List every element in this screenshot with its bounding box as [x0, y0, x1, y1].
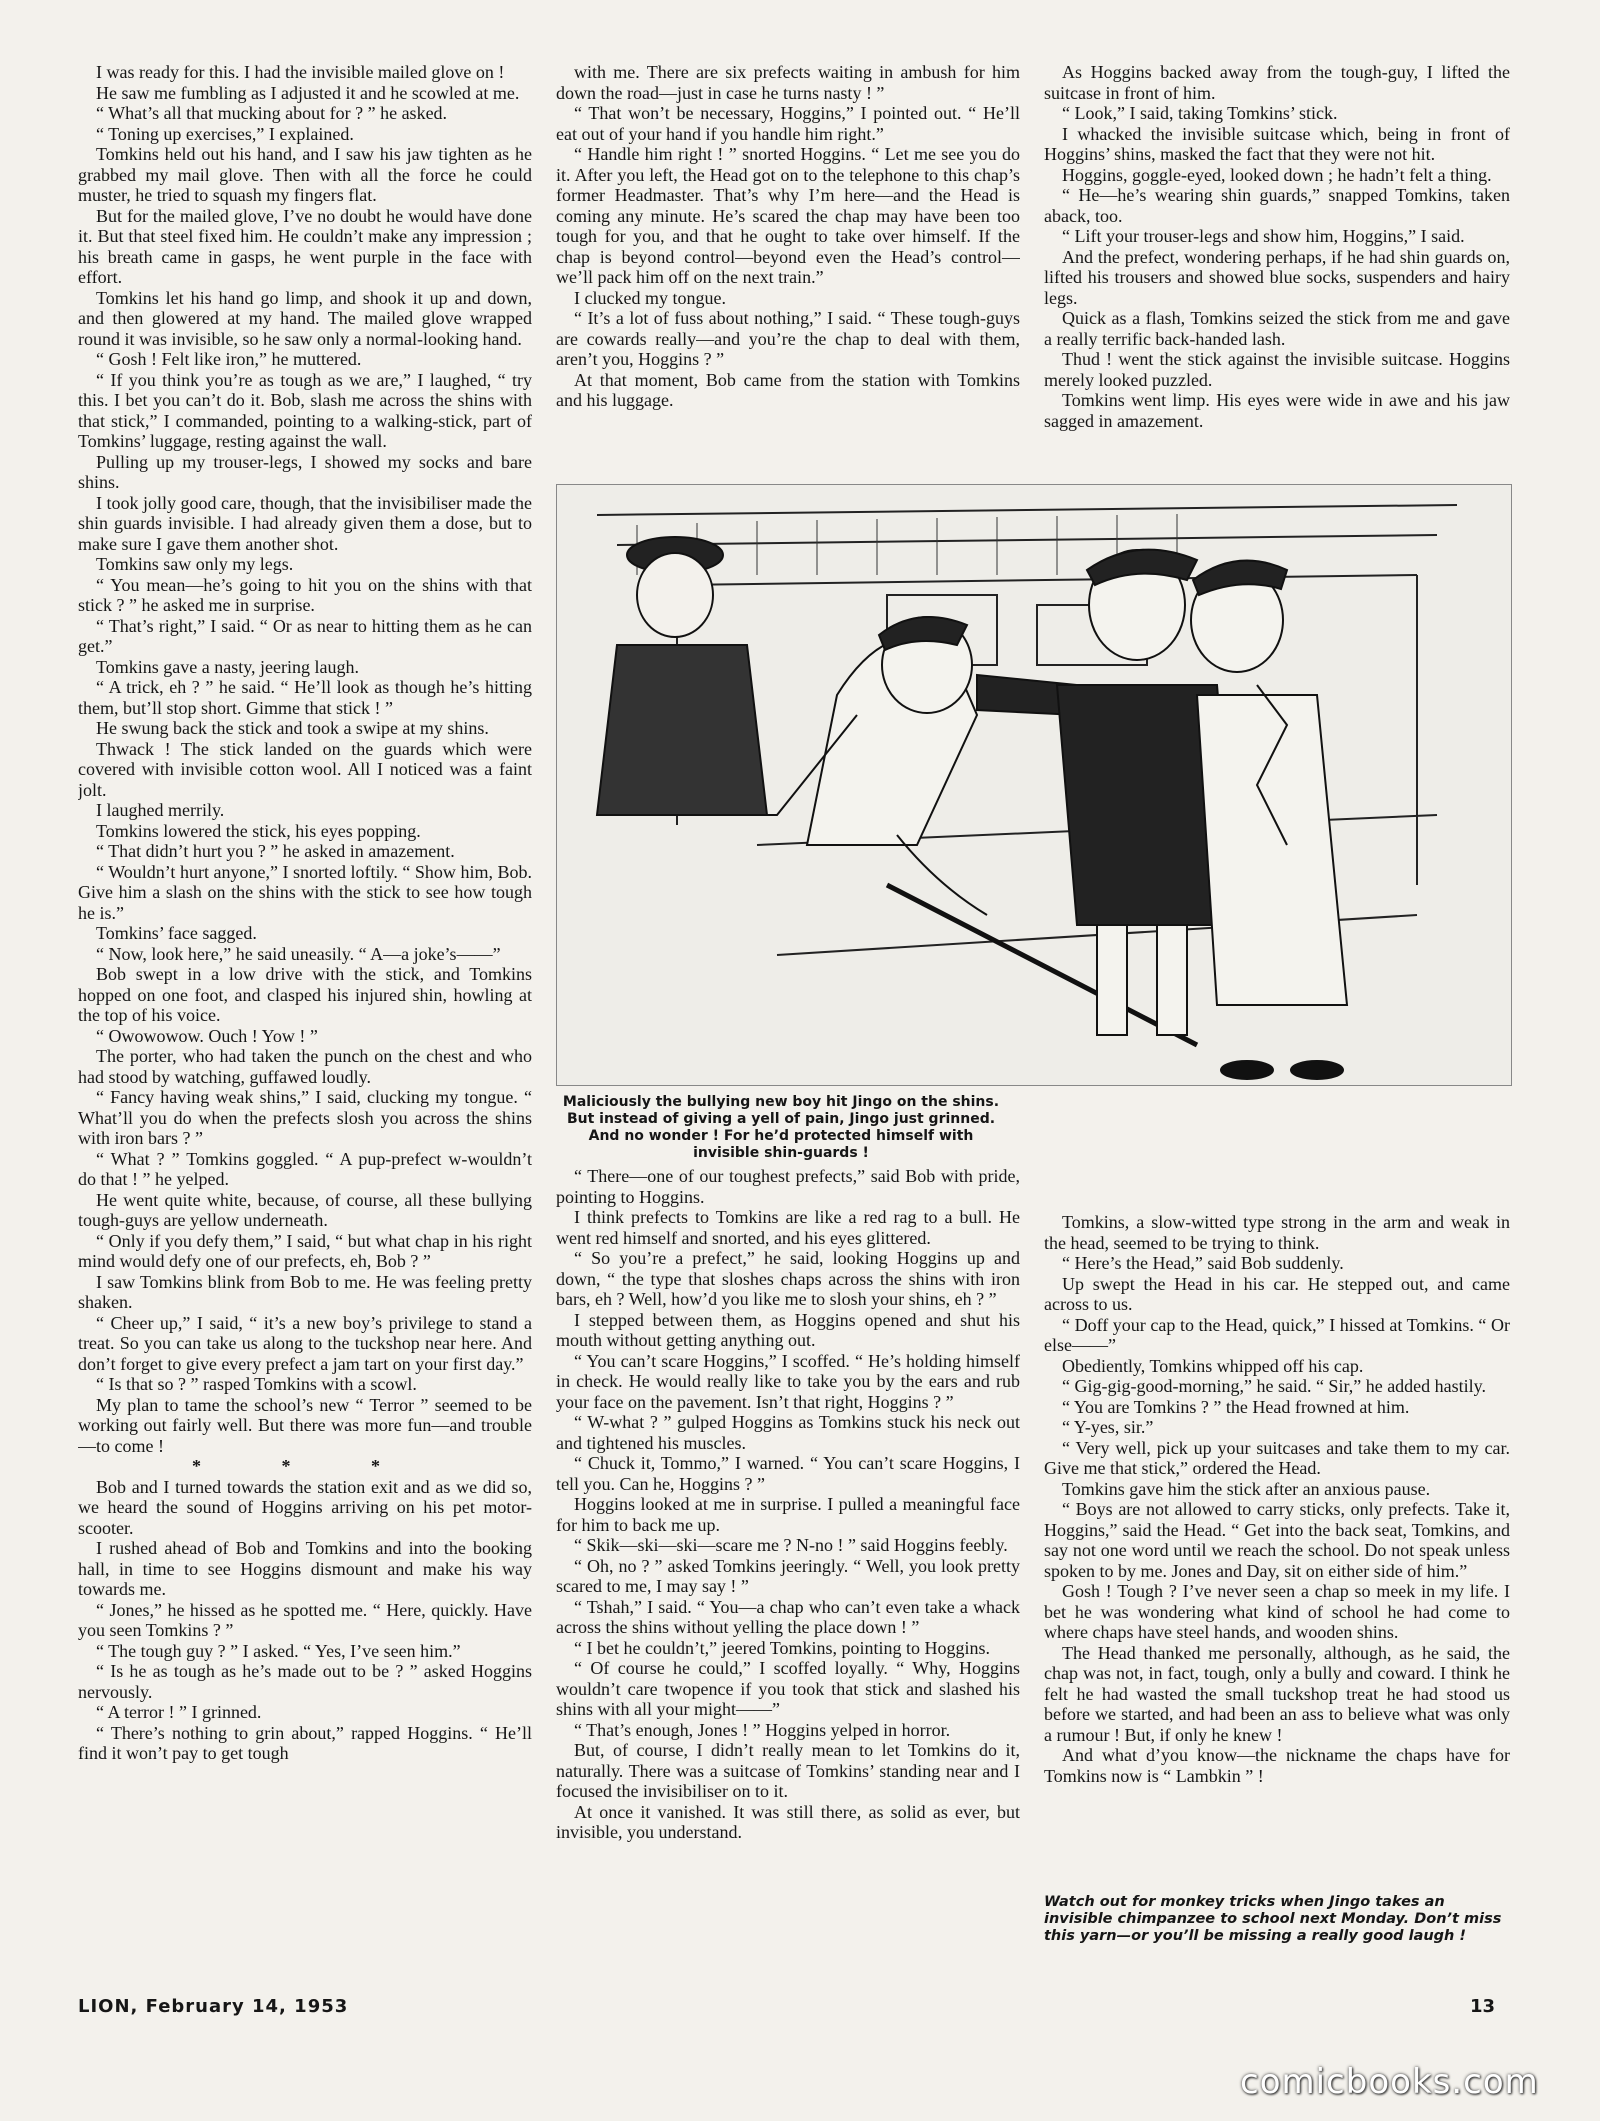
story-paragraph: “ There—one of our toughest prefects,” said Bob with pride, pointing to Hoggins.	[556, 1166, 1020, 1207]
story-paragraph: Tomkins, a slow-witted type strong in the arm and weak in the head, seemed to be trying to think.	[1044, 1212, 1510, 1253]
story-paragraph: Bob swept in a low drive with the stick, and Tomkins hopped on one foot, and clasped his injured shin, howling at the top of his voice.	[78, 964, 532, 1025]
story-paragraph: Thud ! went the stick against the invisible suitcase. Hoggins merely looked puzzled.	[1044, 349, 1510, 390]
story-paragraph: “ Y-yes, sir.”	[1062, 1417, 1154, 1437]
story-paragraph: with me. There are six prefects waiting in ambush for him down the road—just in case he turns nasty ! ”	[556, 62, 1020, 103]
story-paragraph: “ A trick, eh ? ” he said. “ He’ll look as though he’s hitting them, but’ll stop short. Gimme that stick ! ”	[78, 677, 532, 718]
story-paragraph: He saw me fumbling as I adjusted it and he scowled at me.	[96, 82, 520, 103]
story-paragraph: “ Look,” I said, taking Tomkins’ stick.	[1062, 103, 1338, 123]
story-paragraph: But for the mailed glove, I’ve no doubt he would have done it. But that steel fixed him. He couldn’t make any impression ; his breath came in gasps, he went purple in the face with effort.	[78, 205, 532, 287]
story-paragraph: “ You mean—he’s going to hit you on the shins with that stick ? ” he asked me in surprise.	[78, 574, 532, 615]
story-paragraph: “ That’s right,” I said. “ Or as near to hitting them as he can get.”	[78, 615, 532, 656]
story-paragraph: Tomkins held out his hand, and I saw his jaw tighten as he grabbed my mail glove. Then with all the force he could muster, he tried to squash my fingers flat.	[78, 144, 532, 205]
story-paragraph: Hoggins looked at me in surprise. I pulled a meaningful face for him to back me up.	[556, 1494, 1020, 1535]
story-paragraph: Tomkins saw only my legs.	[96, 554, 294, 574]
story-paragraph: Thwack ! The stick landed on the guards which were covered with invisible cotton wool. All I noticed was a faint jolt.	[78, 738, 532, 800]
story-paragraph: The Head thanked me personally, although, as he said, the chap was not, in fact, tough, only a bully and coward. I think he felt he had wasted the small tuckshop treat he had stood us before we started, and had been an ass to believe what was only a rumour ! But, if only he knew !	[1044, 1642, 1510, 1745]
story-paragraph: I rushed ahead of Bob and Tomkins and into the booking hall, in time to see Hoggins dismount and make his way towards me.	[78, 1538, 532, 1599]
story-paragraph: “ Is that so ? ” rasped Tomkins with a scowl.	[96, 1374, 417, 1394]
story-paragraph: “ Of course he could,” I scoffed loyally. “ Why, Hoggins wouldn’t care twopence if you took that stick and slashed his shins with all your might——”	[556, 1658, 1020, 1719]
story-paragraph: And the prefect, wondering perhaps, if he had shin guards on, lifted his trousers and showed blue socks, suspenders and hairy legs.	[1044, 246, 1510, 308]
story-paragraph: “ Oh, no ? ” asked Tomkins jeeringly. “ Well, you look pretty scared to me, I may say ! ”	[556, 1555, 1020, 1596]
story-paragraph: “ Skik—ski—ski—scare me ? N-no ! ” said Hoggins feebly.	[574, 1535, 1008, 1555]
story-paragraph: “ Cheer up,” I said, “ it’s a new boy’s privilege to stand a treat. So you can take us along to the tuckshop near here. And don’t forget to give every prefect a jam tart on your first day.”	[78, 1312, 532, 1374]
story-illustration	[556, 484, 1512, 1086]
story-paragraph: And what d’you know—the nickname the chaps have for Tomkins now is “ Lambkin ” !	[1044, 1745, 1510, 1786]
story-paragraph: Tomkins let his hand go limp, and shook it up and down, and then glowered at my hand. The mailed glove wrapped round it was invisible, so he saw only a normal-looking hand.	[78, 287, 532, 349]
story-paragraph: “ Fancy having weak shins,” I said, clucking my tongue. “ What’ll you do when the prefects slosh you across the shins with iron bars ? ”	[78, 1087, 532, 1148]
story-paragraph: “ You are Tomkins ? ” the Head frowned at him.	[1062, 1396, 1410, 1417]
story-paragraph: Tomkins gave him the stick after an anxious pause.	[1062, 1478, 1431, 1499]
story-paragraph: Gosh ! Tough ? I’ve never seen a chap so meek in my life. I bet he was wondering what kind of school he had come to where chaps have steel hands, and wooden shins.	[1044, 1581, 1510, 1642]
story-paragraph: “ Doff your cap to the Head, quick,” I hissed at Tomkins. “ Or else——”	[1044, 1314, 1510, 1355]
story-paragraph: “ That won’t be necessary, Hoggins,” I pointed out. “ He’ll eat out of your hand if you handle him right.”	[556, 103, 1020, 144]
story-paragraph: At once it vanished. It was still there, as solid as ever, but invisible, you understand.	[556, 1801, 1020, 1842]
story-paragraph: I stepped between them, as Hoggins opened and shut his mouth without getting anything out.	[556, 1309, 1020, 1350]
story-paragraph: The porter, who had taken the punch on the chest and who had stood by watching, guffawed loudly.	[78, 1046, 532, 1087]
illustration-caption: Maliciously the bullying new boy hit Jingo on the shins. But instead of giving a yell of pain, Jingo just grinned. And no wonder ! For he’d protected himself with invisible shin-guards !	[562, 1094, 1000, 1161]
story-paragraph: “ A terror ! ” I grinned.	[96, 1702, 262, 1722]
story-paragraph: “ That’s enough, Jones ! ” Hoggins yelped in horror.	[574, 1719, 951, 1740]
story-paragraph: “ What’s all that mucking about for ? ” he asked.	[96, 103, 448, 123]
story-paragraph: “ Is he as tough as he’s made out to be ? ” asked Hoggins nervously.	[78, 1661, 532, 1702]
story-paragraph: I laughed merrily.	[96, 800, 225, 820]
story-paragraph: But, of course, I didn’t really mean to let Tomkins do it, naturally. There was a suitcase of Tomkins’ standing near and I focused the invisibiliser on to it.	[556, 1740, 1020, 1801]
site-watermark: comicbooks.com	[1240, 2062, 1539, 2102]
story-paragraph: “ Gig-gig-good-morning,” he said. “ Sir,” he added hastily.	[1062, 1376, 1487, 1396]
story-paragraph: “ That didn’t hurt you ? ” he asked in amazement.	[96, 841, 455, 861]
story-paragraph: “ Lift your trouser-legs and show him, Hoggins,” I said.	[1062, 226, 1465, 246]
story-column-3-bottom	[1044, 1212, 1510, 1942]
story-paragraph: I was ready for this. I had the invisible mailed glove on !	[96, 62, 505, 82]
story-paragraph: I whacked the invisible suitcase which, being in front of Hoggins’ shins, masked the fact that they were not hit.	[1044, 123, 1510, 164]
story-paragraph: Tomkins went limp. His eyes were wide in awe and his jaw sagged in amazement.	[1044, 390, 1510, 431]
story-paragraph: Tomkins gave a nasty, jeering laugh.	[96, 656, 360, 677]
story-paragraph: “ Tshah,” I said. “ You—a chap who can’t even take a whack across the shins without yelling the place down ! ”	[556, 1596, 1020, 1637]
story-paragraph: At that moment, Bob came from the station with Tomkins and his luggage.	[556, 369, 1020, 410]
story-paragraph: “ Jones,” he hissed as he spotted me. “ Here, quickly. Have you seen Tomkins ? ”	[78, 1599, 532, 1640]
story-column-1	[78, 62, 532, 1942]
story-paragraph: “ So you’re a prefect,” he said, looking Hoggins up and down, “ the type that sloshes chaps across the shins with iron bars, eh ? Well, how’d you like me to slosh your shins, eh ? ”	[556, 1248, 1020, 1309]
story-paragraph: Obediently, Tomkins whipped off his cap.	[1062, 1355, 1364, 1376]
story-paragraph: I clucked my tongue.	[574, 287, 726, 308]
story-paragraph: “ Here’s the Head,” said Bob suddenly.	[1062, 1253, 1344, 1273]
story-paragraph: Up swept the Head in his car. He stepped out, and came across to us.	[1044, 1273, 1510, 1314]
story-paragraph: Quick as a flash, Tomkins seized the stick from me and gave a really terrific back-handed lash.	[1044, 308, 1510, 349]
story-paragraph: I took jolly good care, though, that the invisibiliser made the shin guards invisible. I had already given them a dose, but to make sure I gave them another shot.	[78, 492, 532, 554]
story-column-3-top	[1044, 62, 1510, 482]
story-paragraph: “ He—he’s wearing shin guards,” snapped Tomkins, taken aback, too.	[1044, 185, 1510, 226]
story-paragraph: He swung back the stick and took a swipe at my shins.	[96, 718, 489, 738]
story-paragraph: “ Only if you defy them,” I said, “ but what chap in his right mind would defy one of our prefects, eh, Bob ? ”	[78, 1230, 532, 1271]
illustration-drawing	[557, 485, 1511, 1085]
story-paragraph: “ Chuck it, Tommo,” I warned. “ You can’t scare Hoggins, I tell you. Can he, Hoggins ? ”	[556, 1453, 1020, 1494]
page-number: 13	[1470, 1996, 1496, 2017]
story-paragraph: “ You can’t scare Hoggins,” I scoffed. “ He’s holding himself in check. He would really like to take you by the ears and rub your face on the pavement. Isn’t that right, Hoggins ? ”	[556, 1350, 1020, 1412]
story-paragraph: I saw Tomkins blink from Bob to me. He was feeling pretty shaken.	[78, 1271, 532, 1312]
story-column-2-top	[556, 62, 1020, 454]
next-week-teaser: Watch out for monkey tricks when Jingo takes an invisible chimpanzee to school next Monday. Don’t miss this yarn—or you’ll be missing a really good laugh !	[1044, 1894, 1502, 1944]
story-paragraph: “ W-what ? ” gulped Hoggins as Tomkins stuck his neck out and tightened his muscles.	[556, 1412, 1020, 1453]
footer-magazine-date: LION, February 14, 1953	[78, 1996, 349, 2017]
story-paragraph: Pulling up my trouser-legs, I showed my socks and bare shins.	[78, 451, 532, 492]
story-paragraph: “ I bet he couldn’t,” jeered Tomkins, pointing to Hoggins.	[574, 1637, 991, 1658]
story-paragraph: “ It’s a lot of fuss about nothing,” I said. “ These tough-guys are cowards really—and you’re the chap to deal with them, aren’t you, Hoggins ? ”	[556, 308, 1020, 369]
story-paragraph: My plan to tame the school’s new “ Terror ” seemed to be working out fairly well. But there was more fun—and trouble—to come !	[78, 1394, 532, 1456]
story-paragraph: “ What ? ” Tomkins goggled. “ A pup-prefect w-wouldn’t do that ! ” he yelped.	[78, 1148, 532, 1189]
story-paragraph: “ Owowowow. Ouch ! Yow ! ”	[96, 1025, 318, 1046]
story-paragraph: “ Now, look here,” he said uneasily. “ A—a joke’s——”	[96, 943, 501, 964]
story-paragraph: “ There’s nothing to grin about,” rapped Hoggins. “ He’ll find it won’t pay to get tough	[78, 1722, 532, 1763]
story-paragraph: “ If you think you’re as tough as we are,” I laughed, “ try this. I bet you can’t do it. Bob, slash me across the shins with that stick,” I commanded, pointing to a walking-stick, part of Tomkins’ luggage, resting against the wall.	[78, 369, 532, 451]
story-column-2-bottom	[556, 1166, 1020, 1942]
story-paragraph: “ The tough guy ? ” I asked. “ Yes, I’ve seen him.”	[96, 1640, 461, 1661]
story-paragraph: “ Boys are not allowed to carry sticks, only prefects. Take it, Hoggins,” said the Head. “ Get into the back seat, Tomkins, and say not one word until we reach the school. Do not speak unless spoken to by me. Jones and Day, sit on either side of him.”	[1044, 1499, 1510, 1581]
story-paragraph: “ Toning up exercises,” I explained.	[96, 123, 354, 144]
story-paragraph: “ Very well, pick up your suitcases and take them to my car. Give me that stick,” ordered the Head.	[1044, 1437, 1510, 1478]
story-paragraph: Hoggins, goggle-eyed, looked down ; he hadn’t felt a thing.	[1062, 164, 1492, 185]
story-paragraph: “ Gosh ! Felt like iron,” he muttered.	[96, 349, 362, 369]
story-paragraph: As Hoggins backed away from the tough-guy, I lifted the suitcase in front of him.	[1044, 62, 1510, 103]
story-paragraph: “ Handle him right ! ” snorted Hoggins. “ Let me see you do it. After you left, the Head got on to the telephone to this chap’s former Headmaster. That’s why I’m here—and the Head is coming any minute. He’s scared the chap may have been too tough for you, and that he ought to take over himself. If the chap is beyond control—beyond even the Head’s control—we’ll pack him off on the next train.”	[556, 144, 1020, 287]
story-paragraph: He went quite white, because, of course, all these bullying tough-guys are yellow underneath.	[78, 1189, 532, 1230]
story-paragraph: Tomkins’ face sagged.	[96, 923, 257, 943]
story-paragraph: Tomkins lowered the stick, his eyes popping.	[96, 820, 421, 841]
story-paragraph: “ Wouldn’t hurt anyone,” I snorted loftily. “ Show him, Bob. Give him a slash on the shins with the stick to see how tough he is.”	[78, 861, 532, 923]
story-paragraph: Bob and I turned towards the station exit and as we did so, we heard the sound of Hoggins arriving on his pet motor-scooter.	[78, 1476, 532, 1538]
story-paragraph: I think prefects to Tomkins are like a red rag to a bull. He went red himself and snorted, and his eyes glittered.	[556, 1207, 1020, 1248]
story-paragraph: * * *	[192, 1456, 418, 1476]
